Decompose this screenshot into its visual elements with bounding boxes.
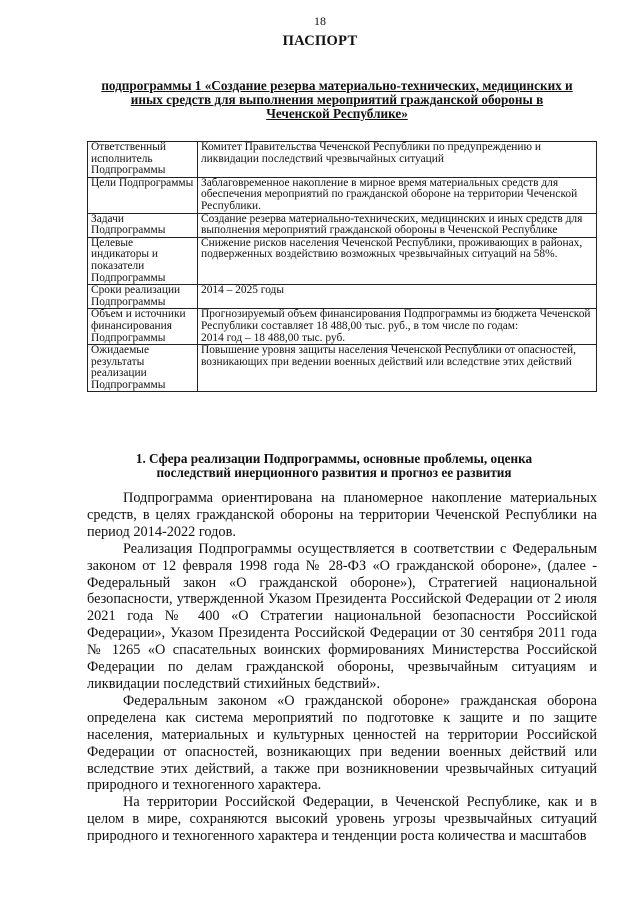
row-value: Заблаговременное накопление в мирное время материальных средств для обеспечения мероприятий по гражданской обороне на территории Чеченской Республики. [198, 177, 597, 213]
row-label: Цели Подпрограммы [88, 177, 198, 213]
section-heading: 1. Сфера реализации Подпрограммы, основные проблемы, оценка последствий инерционного развития и прогноз ее развития [135, 451, 533, 480]
table-row [88, 177, 597, 213]
table-row [88, 237, 597, 284]
paragraph: Подпрограмма ориентирована на планомерное накопление материальных средств, в целях гражданской обороны на территории Чеченской Республики на период 2014-2022 годов. [87, 490, 597, 540]
paragraph: Реализация Подпрограммы осуществляется в соответствии с Федеральным законом от 12 февраля 1998 года № 28-ФЗ «О гражданской обороне», (далее - Федеральный закон «О гражданской обороне»), Стратегией национальной безопасности, утвержденной Указом Президента Российской Федерации от 2 июля 2021 года № 400 «О Стратегии национальной безопасности Российской Федерации», Указом Президента Российской Федерации от 30 сентября 2011 года № 1265 «О спасательных воинских формированиях Министерства Российской Федерации по делам гражданской обороны, чрезвычайным ситуациям и ликвидации последствий стихийных бедствий». [87, 540, 597, 692]
row-value: Снижение рисков населения Чеченской Республики, проживающих в районах, подверженных воздействию возможных чрезвычайных ситуаций на 58%. [198, 237, 597, 284]
row-value: Создание резерва материально-технических, медицинских и иных средств для выполнения мероприятий гражданской обороны в Чеченской Республике [198, 213, 597, 237]
paragraph: На территории Российской Федерации, в Чеченской Республике, как и в целом в мире, сохраняются высокий уровень угрозы чрезвычайных ситуаций природного и техногенного характера и тенденции роста количества и масштабов [87, 794, 597, 845]
table-row [88, 213, 597, 237]
row-label: Сроки реализации Подпрограммы [88, 285, 198, 309]
row-value: Прогнозируемый объем финансирования Подпрограммы из бюджета Чеченской Республики составляет 18 488,00 тыс. руб., в том числе по годам: 2014 год – 18 488,00 тыс. руб. [198, 309, 597, 345]
page-number: 18 [314, 14, 326, 28]
row-value: 2014 – 2025 годы [198, 285, 597, 309]
row-label: Объем и источники финансирования Подпрограммы [88, 309, 198, 345]
row-label: Ожидаемые результаты реализации Подпрограммы [88, 345, 198, 392]
body-text [87, 490, 597, 845]
table-row [88, 142, 597, 178]
paragraph: Федеральным законом «О гражданской обороне» гражданская оборона определена как система мероприятий по подготовке к защите и по защите населения, материальных и культурных ценностей на территории Российской Федерации от опасностей, возникающих при ведении военных действий или вследствие этих действий, а также при возникновении чрезвычайных ситуаций природного и техногенного характера. [87, 692, 597, 794]
table-row [88, 345, 597, 392]
document-title: ПАСПОРТ [282, 33, 358, 49]
passport-table [87, 141, 597, 392]
table-row [88, 309, 597, 345]
row-label: Задачи Подпрограммы [88, 213, 198, 237]
table-row [88, 285, 597, 309]
row-label: Целевые индикаторы и показатели Подпрограммы [88, 237, 198, 284]
row-label: Ответственный исполнитель Подпрограммы [88, 142, 198, 178]
row-value: Повышение уровня защиты населения Чеченской Республики от опасностей, возникающих при ведении военных действий или вследствие этих действий [198, 345, 597, 392]
document-subtitle: подпрограммы 1 «Создание резерва материально-технических, медицинских и иных средств для выполнения мероприятий гражданской обороны в Чеченской Республике» [101, 78, 573, 121]
row-value: Комитет Правительства Чеченской Республики по предупреждению и ликвидации последствий чрезвычайных ситуаций [198, 142, 597, 178]
